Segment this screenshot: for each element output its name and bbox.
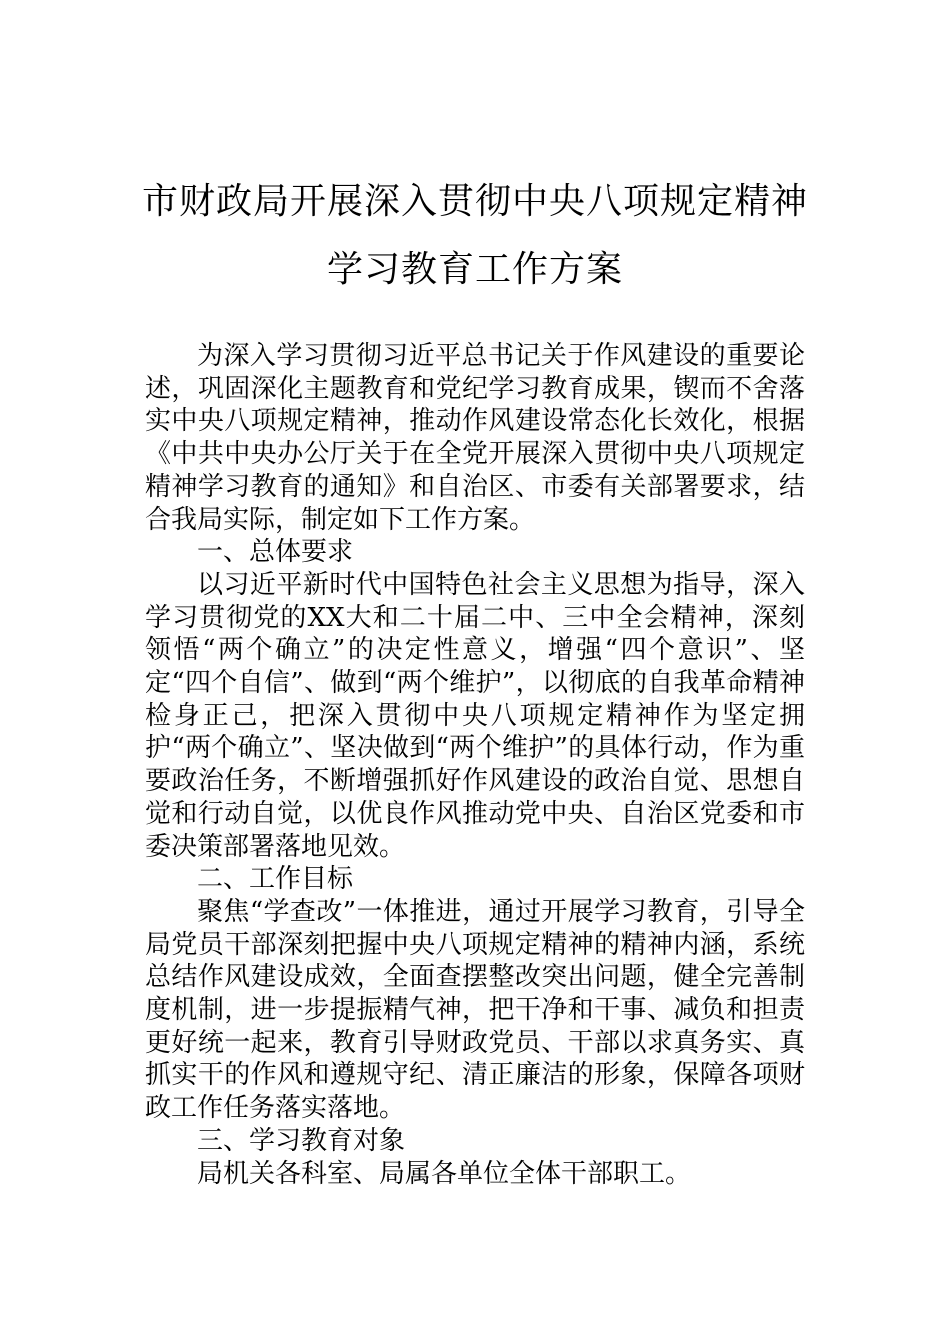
section-paragraph-work-goals: 聚焦“学查改”一体推进，通过开展学习教育，引导全局党员干部深刻把握中央八项规定精神的精神内涵，系统总结作风建设成效，全面查摆整改突出问题，健全完善制度机制，进一步提振精气神，把干净和干事、减负和担责更好统一起来，教育引导财政党员、干部以求真务实、真抓实干的作风和遵规守纪、清正廉洁的形象，保障各项财政工作任务落实落地。 [145,896,805,1124]
section-heading-work-goals: 二、工作目标 [197,864,354,895]
section-paragraph-general-requirements: 以习近平新时代中国特色社会主义思想为指导，深入学习贯彻党的XX大和二十届二中、三中全会精神，深刻领悟“两个确立”的决定性意义，增强“四个意识”、坚定“四个自信”、做到“两个维护”，以彻底的自我革命精神检身正己，把深入贯彻中央八项规定精神作为坚定拥护“两个确立”、坚决做到“两个维护”的具体行动，作为重要政治任务，不断增强抓好作风建设的政治自觉、思想自觉和行动自觉，以优良作风推动党中央、自治区党委和市委决策部署落地见效。 [145,569,805,862]
document-title-line-2: 学习教育工作方案 [326,249,623,290]
document-body [145,340,805,1190]
document-title-line-1: 市财政局开展深入贯彻中央八项规定精神 [141,181,808,222]
intro-paragraph: 为深入学习贯彻习近平总书记关于作风建设的重要论述，巩固深化主题教育和党纪学习教育成果，锲而不舍落实中央八项规定精神，推动作风建设常态化长效化，根据《中共中央办公厅关于在全党开展深入贯彻中央八项规定精神学习教育的通知》和自治区、市委有关部署要求，结合我局实际，制定如下工作方案。 [145,341,805,535]
section-heading-general-requirements: 一、总体要求 [197,537,354,568]
section-paragraph-education-targets: 局机关各科室、局属各单位全体干部职工。 [197,1158,692,1189]
section-heading-education-targets: 三、学习教育对象 [197,1125,406,1156]
